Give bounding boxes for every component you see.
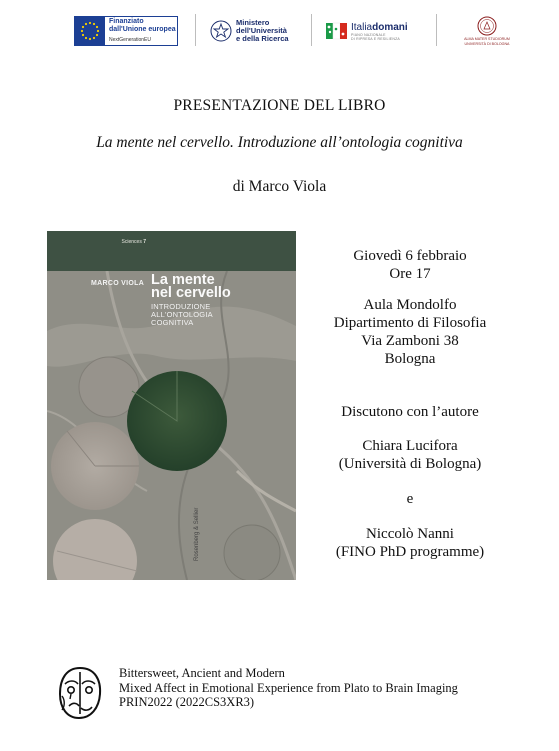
speaker-conjunction: e <box>406 491 414 507</box>
unibo-seal-icon <box>477 16 497 36</box>
event-location <box>320 296 500 368</box>
book-author: di Marco Viola <box>232 178 327 195</box>
cover-title-line2: nel cervello <box>151 285 231 301</box>
discussants-intro: Discutono con l’autore <box>341 404 479 420</box>
project-code: PRIN2022 (2022CS3XR3) <box>119 695 255 709</box>
cover-title-line1: La mente <box>151 272 215 288</box>
italiadomani-mark-icon <box>326 20 348 42</box>
cover-title <box>151 274 231 300</box>
unibo-line1: ALMA MATER STUDIORUM <box>464 37 510 41</box>
italian-emblem-icon <box>210 20 232 42</box>
project-name: Bittersweet, Ancient and Modern <box>119 666 285 680</box>
logo-divider <box>311 14 312 46</box>
unibo-logo <box>450 10 524 52</box>
eu-logo-line3: NextGenerationEU <box>109 37 151 43</box>
event-venue: Aula Mondolfo <box>363 297 457 313</box>
sponsor-logos-bar <box>0 10 559 52</box>
speaker-2-name: Niccolò Nanni <box>366 526 454 542</box>
italiadomani-name-a: Italia <box>351 21 373 33</box>
book-cover <box>47 231 296 580</box>
speaker-1-affiliation: (Università di Bologna) <box>338 456 482 472</box>
eu-funding-logo <box>74 10 180 52</box>
cover-subtitle-line3: COGNITIVA <box>151 318 194 327</box>
italiadomani-logo <box>326 10 426 52</box>
event-street: Via Zamboni 38 <box>361 333 459 349</box>
cover-publisher: Rosenberg & Sellier <box>194 507 200 561</box>
italiadomani-name-b: domani <box>372 21 408 33</box>
cover-subtitle-line2: ALL'ONTOLOGIA <box>151 310 213 319</box>
unibo-text <box>464 37 510 46</box>
cover-series-label <box>122 239 146 245</box>
cover-top-band <box>47 231 296 271</box>
logo-divider <box>436 14 437 46</box>
ministry-line1: Ministero <box>236 18 270 27</box>
event-date: Giovedì 6 febbraio <box>353 248 467 264</box>
event-title: PRESENTAZIONE DEL LIBRO <box>173 97 386 114</box>
italiadomani-sub2: DI RIPRESA E RESILIENZA <box>351 36 400 41</box>
event-datetime <box>320 247 500 283</box>
speaker-2 <box>320 525 500 561</box>
cover-series-number: 7 <box>143 239 146 245</box>
eu-logo-text <box>105 18 176 44</box>
logo-divider <box>195 14 196 46</box>
project-face-logo-icon <box>57 666 103 720</box>
event-time: Ore 17 <box>389 266 431 282</box>
speaker-2-affiliation: (FINO PhD programme) <box>335 544 485 560</box>
project-info <box>119 666 458 710</box>
italiadomani-name <box>351 22 408 33</box>
eu-logo-line2: dall'Unione europea <box>109 26 176 33</box>
cover-subtitle-line1: INTRODUZIONE <box>151 302 211 311</box>
ministry-line3: e della Ricerca <box>236 34 289 43</box>
speaker-1 <box>320 437 500 473</box>
event-department: Dipartimento di Filosofia <box>333 315 487 331</box>
project-description: Mixed Affect in Emotional Experience from Plato to Brain Imaging <box>119 680 458 695</box>
italiadomani-text <box>348 22 408 41</box>
ministry-line2: dell'Università <box>236 26 287 35</box>
eu-logo-box <box>74 16 178 46</box>
italiadomani-sub1: PIANO NAZIONALE <box>351 32 386 37</box>
cover-author: MARCO VIOLA <box>91 280 145 287</box>
event-city: Bologna <box>384 351 436 367</box>
eu-flag-icon <box>75 17 105 45</box>
ministry-logo-text <box>232 19 289 43</box>
eu-logo-line1: Finanziato <box>109 18 144 25</box>
cover-series-name: Sciences <box>121 239 142 245</box>
cover-subtitle <box>151 303 213 327</box>
speaker-1-name: Chiara Lucifora <box>362 438 458 454</box>
ministry-logo <box>210 10 302 52</box>
unibo-line2: UNIVERSITÀ DI BOLOGNA <box>464 41 510 46</box>
book-title: La mente nel cervello. Introduzione all’ontologia cognitiva <box>96 134 463 151</box>
